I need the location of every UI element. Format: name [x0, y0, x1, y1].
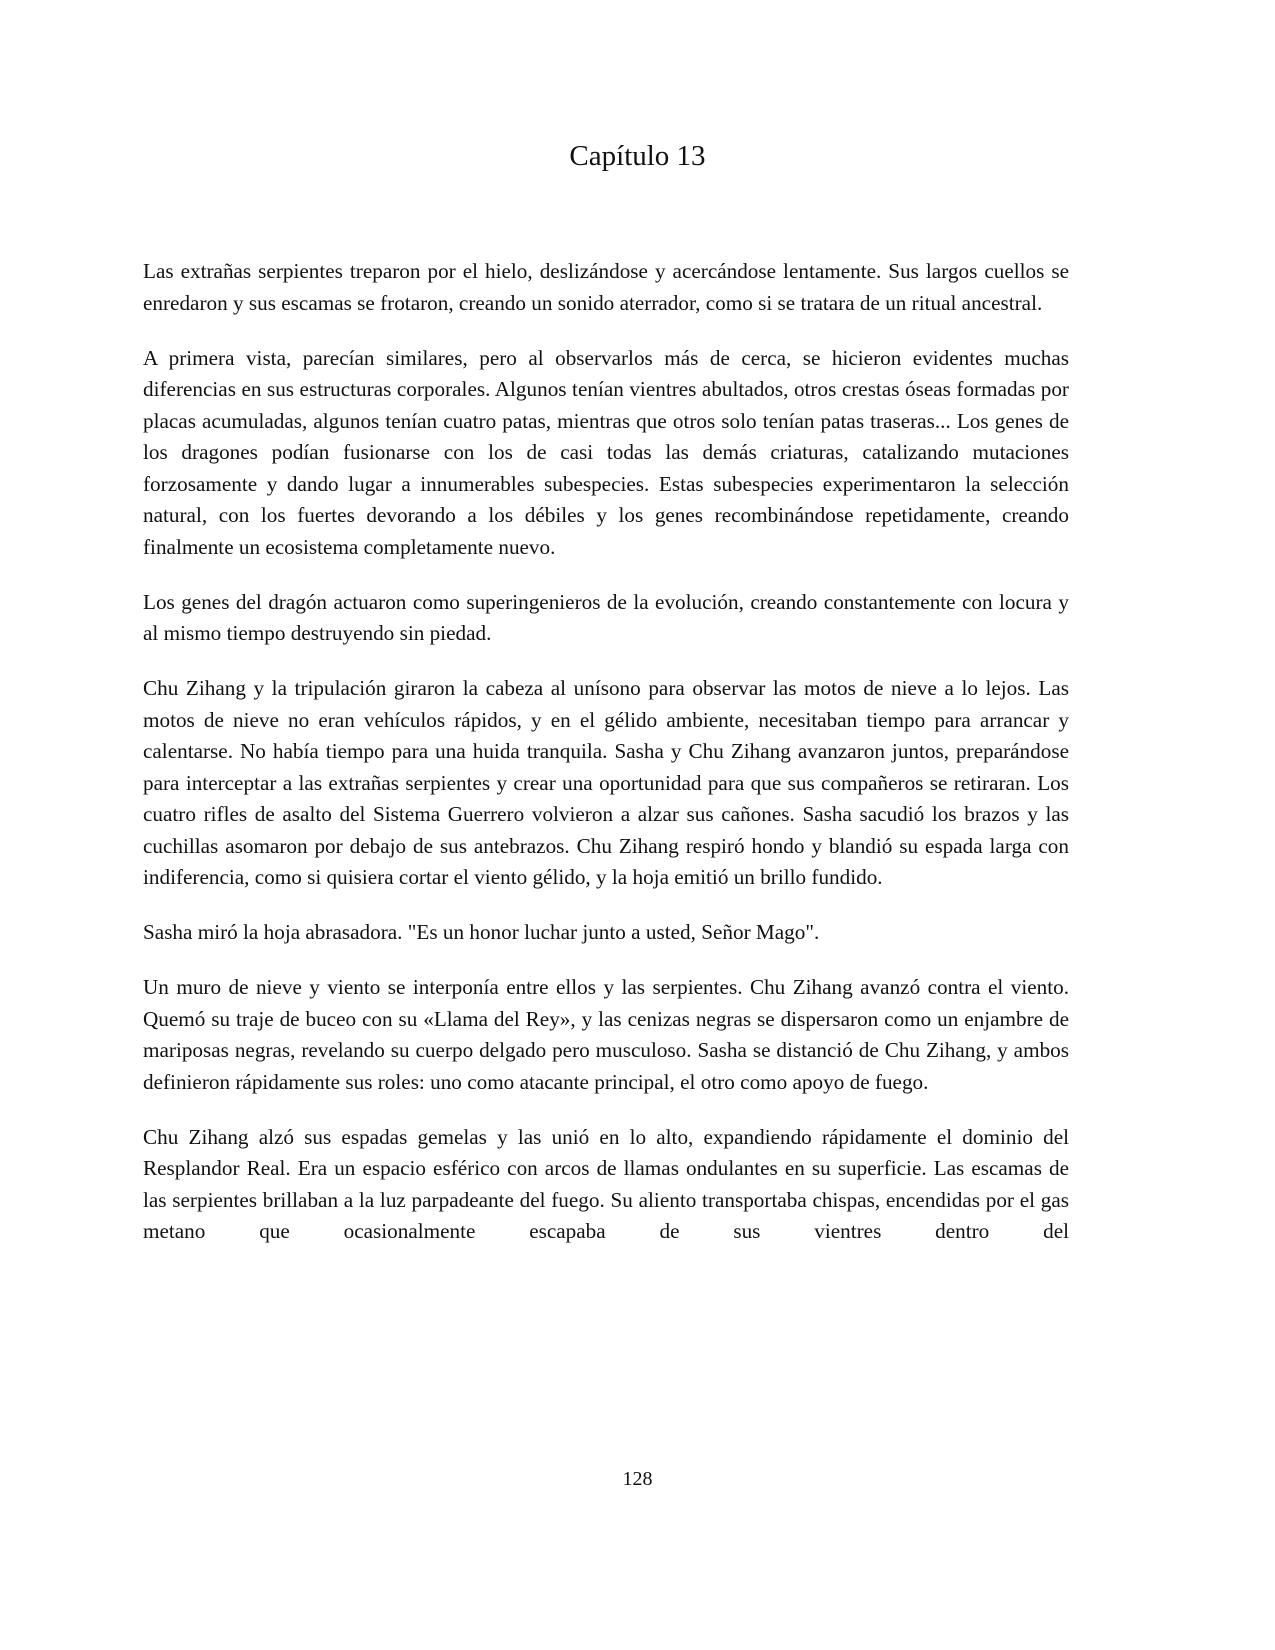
paragraph: Un muro de nieve y viento se interponía entre ellos y las serpientes. Chu Zihang avanzó contra el viento. Quemó su traje de buceo con su «Llama del Rey», y las cenizas negras se dispersaron como un enjambre de mariposas negras, revelando su cuerpo delgado pero musculoso. Sasha se distanció de Chu Zihang, y ambos definieron rápidamente sus roles: uno como atacante principal, el otro como apoyo de fuego. — [143, 975, 1069, 1094]
paragraph: Las extrañas serpientes treparon por el hielo, deslizándose y acercándose lentamente. Sus largos cuellos se enredaron y sus escamas se frotaron, creando un sonido aterrador, como si se tratara de un ritual ancestral. — [143, 259, 1069, 315]
paragraph: Chu Zihang alzó sus espadas gemelas y las unió en lo alto, expandiendo rápidamente el dominio del Resplandor Real. Era un espacio esférico con arcos de llamas ondulantes en su superficie. Las escamas de las serpientes brillaban a la luz parpadeante del fuego. Su aliento transportaba chispas, encendidas por el gas metano que ocasionalmente escapaba de sus vientres dentro del — [143, 1124, 1069, 1243]
chapter-title: Capítulo 13 — [569, 140, 706, 172]
chapter-body — [143, 256, 1069, 1271]
paragraph: Los genes del dragón actuaron como superingenieros de la evolución, creando constantemente con locura y al mismo tiempo destruyendo sin piedad. — [143, 589, 1069, 645]
paragraph: A primera vista, parecían similares, pero al observarlos más de cerca, se hicieron evidentes muchas diferencias en sus estructuras corporales. Algunos tenían vientres abultados, otros crestas óseas formadas por placas acumuladas, algunos tenían cuatro patas, mientras que otros solo tenían patas traseras... Los genes de los dragones podían fusionarse con los de casi todas las demás criaturas, catalizando mutaciones forzosamente y dando lugar a innumerables subespecies. Estas subespecies experimentaron la selección natural, con los fuertes devorando a los débiles y los genes recombinándose repetidamente, creando finalmente un ecosistema completamente nuevo. — [143, 345, 1069, 559]
paragraph: Sasha miró la hoja abrasadora. "Es un honor luchar junto a usted, Señor Mago". — [143, 920, 820, 944]
paragraph: Chu Zihang y la tripulación giraron la cabeza al unísono para observar las motos de nieve a lo lejos. Las motos de nieve no eran vehículos rápidos, y en el gélido ambiente, necesitaban tiempo para arrancar y calentarse. No había tiempo para una huida tranquila. Sasha y Chu Zihang avanzaron juntos, preparándose para interceptar a las extrañas serpientes y crear una oportunidad para que sus compañeros se retiraran. Los cuatro rifles de asalto del Sistema Guerrero volvieron a alzar sus cañones. Sasha sacudió los brazos y las cuchillas asomaron por debajo de sus antebrazos. Chu Zihang respiró hondo y blandió su espada larga con indiferencia, como si quisiera cortar el viento gélido, y la hoja emitió un brillo fundido. — [143, 676, 1069, 889]
page-number: 128 — [622, 1468, 653, 1490]
